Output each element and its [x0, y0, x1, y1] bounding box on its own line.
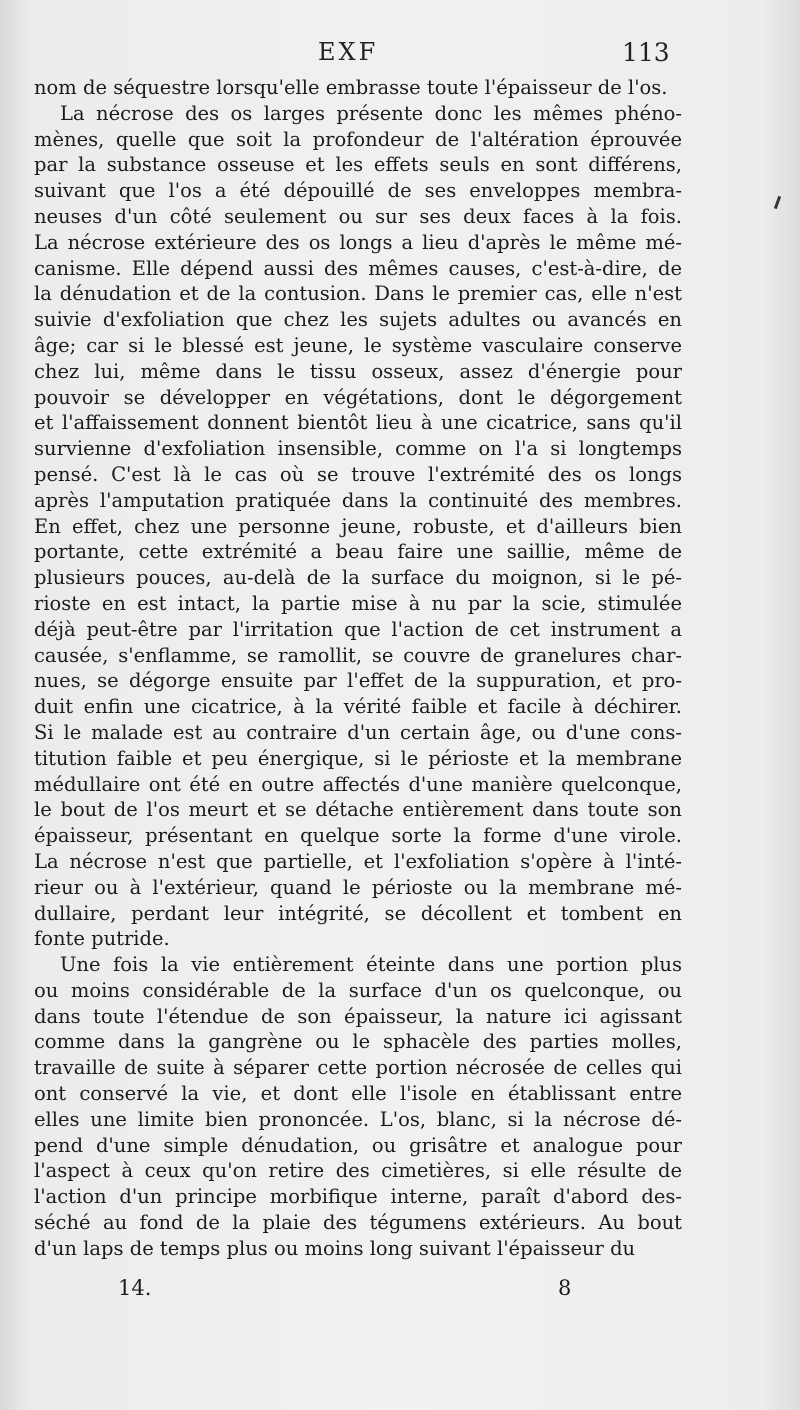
text-line: après l'amputation pratiquée dans la continuité des membres.: [34, 488, 682, 512]
text-line: la dénudation et de la contusion. Dans le premier cas, elle n'est: [34, 282, 682, 306]
text-line: âge; car si le blessé est jeune, le système vasculaire conserve: [34, 333, 682, 357]
text-line: survienne d'exfoliation insensible, comme on l'a si longtemps: [34, 437, 682, 461]
text-line: l'action d'un principe morbifique interne, paraît d'abord des-: [34, 1185, 682, 1209]
text-line: portante, cette extrémité a beau faire une saillie, même de: [34, 540, 682, 564]
text-line: titution faible et peu énergique, si le périoste et la membrane: [34, 746, 682, 770]
signature-mark: 14.: [118, 1276, 152, 1300]
paragraph: [34, 75, 682, 101]
paragraph: [34, 101, 682, 952]
text-line: d'un laps de temps plus ou moins long suivant l'épaisseur du: [34, 1236, 636, 1260]
text-line: médullaire ont été en outre affectés d'une manière quelconque,: [34, 772, 682, 796]
text-line: travaille de suite à séparer cette portion nécrosée de celles qui: [34, 1056, 682, 1080]
text-line: suivant que l'os a été dépouillé de ses enveloppes membra-: [34, 179, 682, 203]
page-number: 113: [622, 38, 670, 67]
margin-mark: [774, 196, 781, 209]
text-line: La nécrose des os larges présente donc les mêmes phéno-: [60, 101, 682, 125]
text-line: chez lui, même dans le tissu osseux, assez d'énergie pour: [34, 359, 682, 383]
text-line: pouvoir se développer en végétations, dont le dégorgement: [34, 385, 682, 409]
text-line: causée, s'enflamme, se ramollit, se couvre de granelures char-: [34, 643, 682, 667]
text-line: nom de séquestre lorsqu'elle embrasse toute l'épaisseur de l'os.: [34, 76, 668, 99]
text-line: séché au fond de la plaie des tégumens extérieurs. Au bout: [34, 1211, 682, 1235]
text-line: rioste en est intact, la partie mise à nu par la scie, stimulée: [34, 591, 682, 615]
text-line: neuses d'un côté seulement ou sur ses deux faces à la fois.: [34, 204, 682, 228]
text-line: Si le malade est au contraire d'un certain âge, ou d'une cons-: [34, 720, 682, 744]
text-line: le bout de l'os meurt et se détache entièrement dans toute son: [34, 798, 682, 822]
text-line: déjà peut-être par l'irritation que l'action de cet instrument a: [34, 617, 682, 641]
text-line: et l'affaissement donnent bientôt lieu à une cicatrice, sans qu'il: [34, 411, 682, 435]
text-line: La nécrose n'est que partielle, et l'exfoliation s'opère à l'inté-: [34, 849, 682, 873]
text-line: suivie d'exfoliation que chez les sujets adultes ou avancés en: [34, 308, 682, 332]
text-line: En effet, chez une personne jeune, robuste, et d'ailleurs bien: [34, 514, 682, 538]
text-line: rieur ou à l'extérieur, quand le périoste ou la membrane mé-: [34, 875, 682, 899]
gathering-mark: 8: [558, 1276, 572, 1300]
text-line: ont conservé la vie, et dont elle l'isole en établissant entre: [34, 1082, 682, 1106]
text-line: fonte putride.: [34, 927, 170, 951]
text-line: La nécrose extérieure des os longs a lieu d'après le même mé-: [34, 230, 682, 254]
page-header: [0, 38, 800, 78]
text-line: pend d'une simple dénudation, ou grisâtre et analogue pour: [34, 1133, 682, 1157]
text-line: Une fois la vie entièrement éteinte dans une portion plus: [60, 953, 682, 977]
text-line: comme dans la gangrène ou le sphacèle des parties molles,: [34, 1030, 682, 1054]
text-line: plusieurs pouces, au-delà de la surface du moignon, si le pé-: [34, 566, 682, 590]
text-line: mènes, quelle que soit la profondeur de l'altération éprouvée: [34, 127, 682, 151]
text-line: pensé. C'est là le cas où se trouve l'extrémité des os longs: [34, 462, 682, 486]
text-line: par la substance osseuse et les effets seuls en sont différens,: [34, 153, 682, 177]
text-line: ou moins considérable de la surface d'un os quelconque, ou: [34, 978, 682, 1002]
text-line: dullaire, perdant leur intégrité, se décollent et tombent en: [34, 901, 682, 925]
page-footer: [0, 1276, 800, 1316]
text-line: elles une limite bien prononcée. L'os, blanc, si la nécrose dé-: [34, 1107, 682, 1131]
text-line: canisme. Elle dépend aussi des mêmes causes, c'est-à-dire, de: [34, 256, 682, 280]
paragraph: [34, 952, 682, 1262]
text-line: épaisseur, présentant en quelque sorte la forme d'une virole.: [34, 824, 682, 848]
body-text: [34, 75, 682, 1262]
text-line: duit enfin une cicatrice, à la vérité faible et facile à déchirer.: [34, 695, 682, 719]
text-line: l'aspect à ceux qu'on retire des cimetières, si elle résulte de: [34, 1159, 682, 1183]
text-line: nues, se dégorge ensuite par l'effet de la suppuration, et pro-: [34, 669, 682, 693]
text-line: dans toute l'étendue de son épaisseur, la nature ici agissant: [34, 1004, 682, 1028]
running-head: EXF: [318, 38, 379, 66]
